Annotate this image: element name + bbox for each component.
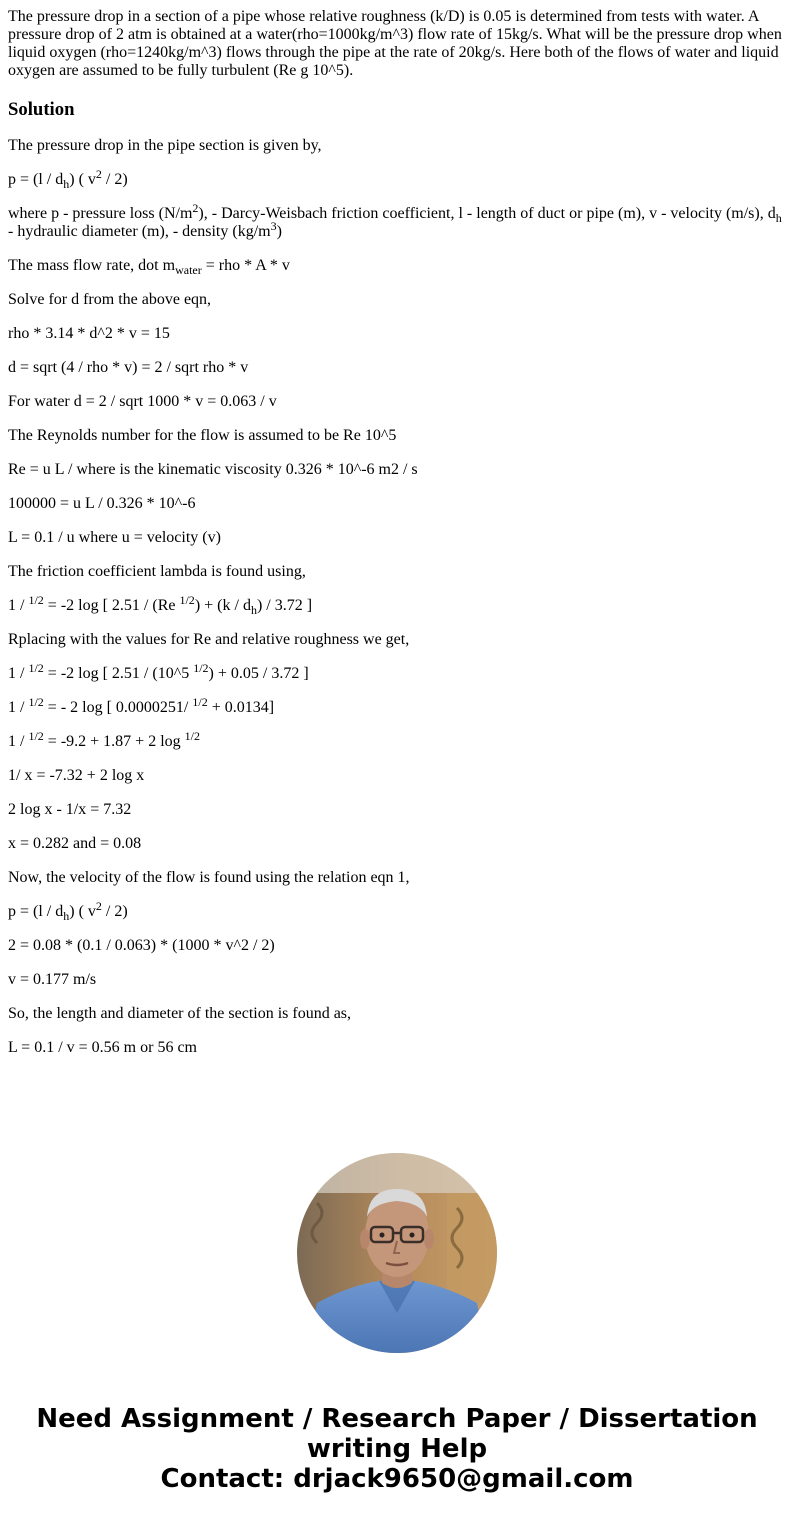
variable-definitions: where p - pressure loss $(N/m^2)$, - Darcy-Weisbach friction coefficient, l - length of duct or pipe (m), v - velocity (m/s), $d_h$ - hydraulic diameter (m), - density $(kg/m^3)$ — [8, 201, 782, 240]
equation-pressure-drop: $p = (l / d_h)$ ( $v^2 / 2$) — [8, 899, 128, 923]
solution-line: Rplacing with the values for Re and relative roughness we get, — [8, 631, 410, 648]
solution-line: rho * 3.14 * d^2 * v = 15 — [8, 325, 170, 342]
promo-line: Need Assignment / Research Paper / Dissertation — [36, 1404, 758, 1434]
solution-line: 2 = 0.08 * (0.1 / 0.063) * (1000 * v^2 / 2) — [8, 937, 275, 954]
solution-line: L = 0.1 / u where u = velocity (v) — [8, 529, 221, 546]
solution-line: For water d = 2 / sqrt 1000 * v = 0.063 / v — [8, 393, 277, 410]
solution-line: d = sqrt (4 / rho * v) = 2 / sqrt rho * v — [8, 359, 249, 376]
solution-line: 100000 = u L / 0.326 * 10^-6 — [8, 495, 196, 512]
promo-line: writing Help — [306, 1434, 488, 1464]
solution-line: 1/ x = -7.32 + 2 log x — [8, 767, 145, 784]
solution-line: The friction coefficient lambda is found using, — [8, 563, 306, 580]
solution-line: The pressure drop in the pipe section is given by, — [8, 137, 322, 154]
author-avatar — [297, 1153, 497, 1353]
solution-line: Re = u L / where is the kinematic viscosity 0.326 * 10^-6 m2 / s — [8, 461, 418, 478]
solution-line: v = 0.177 m/s — [8, 971, 97, 988]
equation-line: 1 / $^{1/2}$ = -9.2 + 1.87 + 2 log $^{1/2}$ — [8, 729, 200, 750]
equation-friction-coefficient: 1 / $^{1/2}$ = -2 log [ 2.51 / (Re $^{1/2}) + (k / d_h) / 3.72$ ] — [8, 593, 313, 617]
solution-line: Solve for d from the above eqn, — [8, 291, 212, 308]
solution-line: The Reynolds number for the flow is assumed to be Re 10^5 — [8, 427, 397, 444]
equation-line: 1 / $^{1/2}$ = -2 log [ 2.51 / (10^5 $^{1/2}$) + 0.05 / 3.72 ] — [8, 661, 309, 682]
solution-line: Now, the velocity of the flow is found using the relation eqn 1, — [8, 869, 410, 886]
solution-line: 2 log x - 1/x = 7.32 — [8, 801, 132, 818]
equation-pressure-drop: $p = (l / d_h)$ ( $v^2 / 2$) — [8, 167, 128, 191]
author-portrait-image — [297, 1153, 497, 1353]
promo-banner — [0, 1404, 794, 1494]
solution-line: x = 0.282 and = 0.08 — [8, 835, 142, 852]
solution-line: L = 0.1 / v = 0.56 m or 56 cm — [8, 1039, 197, 1056]
mass-flow-rate-line: The mass flow rate, dot $m_{water}$ = rho * A * v — [8, 257, 290, 277]
question-text: The pressure drop in a section of a pipe whose relative roughness (k/D) is 0.05 is determined from tests with water. A pressure drop of 2 atm is obtained at a water(rho=1000kg/m^3) flow rate of 15kg/s. What will be the pressure drop when liquid oxygen (rho=1240kg/m^3) flows through the pipe at the rate of 20kg/s. Here both of the flows of water and liquid oxygen are assumed to be fully turbulent (Re g 10^5). — [8, 8, 782, 79]
equation-line: 1 / $^{1/2}$ = - 2 log [ 0.0000251/ $^{1/2}$ + 0.0134] — [8, 695, 275, 716]
solution-heading: Solution — [8, 99, 75, 120]
promo-contact: Contact: drjack9650@gmail.com — [160, 1464, 634, 1494]
solution-line: So, the length and diameter of the section is found as, — [8, 1005, 352, 1022]
solution-content — [8, 8, 786, 1057]
